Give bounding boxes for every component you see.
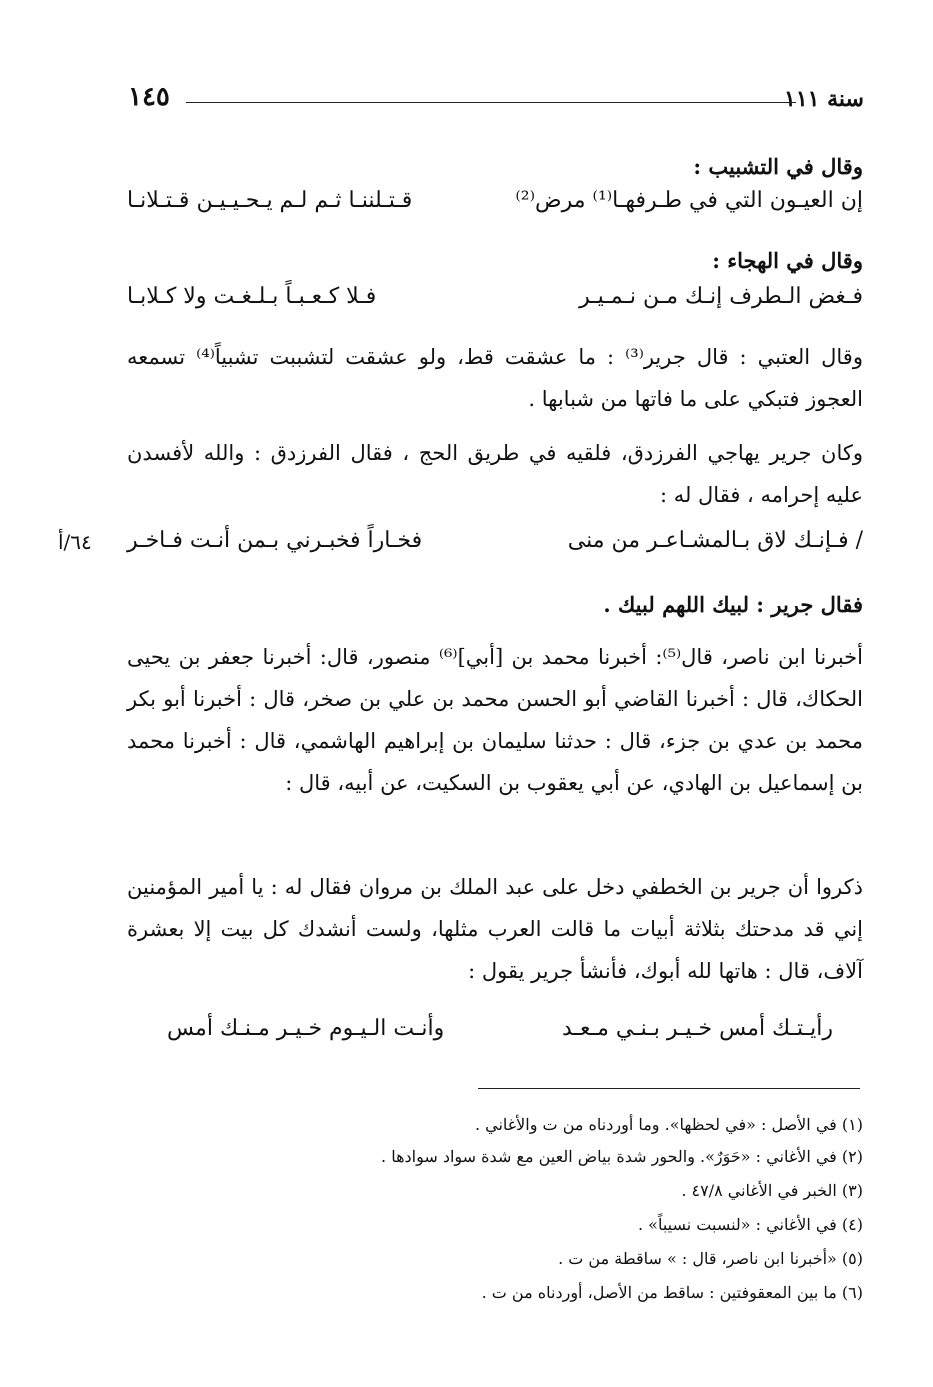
verse-3 <box>127 528 863 572</box>
verse-1-second-hemistich: قـتـلننـا ثـم لـم يـحـيـيـن قـتـلانـا <box>127 188 413 213</box>
manuscript-folio-ref: ٦٤/أ <box>58 530 92 554</box>
verse-3-first-hemistich: / فـإنـك لاق بـالمشـاعـر من منى <box>567 528 863 553</box>
verse-2-first-hemistich: فـغض الـطرف إنـك مـن نـمـيـر <box>579 284 863 309</box>
verse-3-second-hemistich: فخـاراً فخبـرني بـمن أنـت فـاخـر <box>127 528 423 553</box>
footnote-3: (٣) الخبر في الأغاني ٤٧/٨ . <box>681 1181 863 1200</box>
footnote-2: (٢) في الأغاني : «حَوَرٌ». والحور شدة بياض العين مع شدة سواد سوادها . <box>381 1147 863 1166</box>
footnote-1: (١) في الأصل : «في لحظها». وما أوردناه من ت والأغاني . <box>474 1115 863 1134</box>
page-header <box>128 78 864 118</box>
verse-1-first-hemistich: إن العيـون التي في طـرفهـا⁽¹⁾ مرض⁽²⁾ <box>515 188 863 213</box>
page-number: ١٤٥ <box>128 82 170 112</box>
running-head-year: سنة ١١١ <box>784 86 864 112</box>
header-rule <box>186 102 796 103</box>
intro-hija: وقال في الهجاء : <box>712 248 863 273</box>
footnote-4: (٤) في الأغاني : «لنسبت نسيباً» . <box>637 1215 863 1234</box>
footnote-6: (٦) ما بين المعقوفتين : ساقط من الأصل، أوردناه من ت . <box>481 1283 863 1302</box>
footnote-5: (٥) «أخبرنا ابن ناصر، قال : » ساقطة من ت . <box>558 1249 863 1268</box>
footnote-separator <box>478 1088 860 1089</box>
verse-4-first-hemistich: رأيـتـك أمس خـيـر بـنـي مـعـد <box>562 1016 833 1041</box>
verse-1 <box>127 188 863 232</box>
paragraph-labbayk: فقال جرير : لبيك اللهم لبيك . <box>603 592 863 617</box>
paragraph-abdulmalik: ذكروا أن جرير بن الخطفي دخل على عبد الملك بن مروان فقال له : يا أمير المؤمنين إني قد مدحتك بثلاثة أبيات ما قالت العرب مثلها، ولست أنشدك كل بيت إلا بعشرة آلاف، قال : هاتها لله أبوك، فأنشأ جرير يقول : <box>127 875 863 983</box>
paragraph-utbi: وقال العتبي : قال جرير⁽³⁾ : ما عشقت قط، ولو عشقت لتشببت تشبياً⁽⁴⁾ تسمعه العجوز فتبكي على ما فاتها من شبابها . <box>127 345 863 411</box>
paragraph-isnad: أخبرنا ابن ناصر، قال⁽⁵⁾: أخبرنا محمد بن [أبي]⁽⁶⁾ منصور، قال: أخبرنا جعفر بن يحيى الحكاك، قال : أخبرنا القاضي أبو الحسن محمد بن علي بن صخر، قال : أخبرنا أبو بكر محمد بن عدي بن جزء، قال : حدثنا سليمان بن إبراهيم الهاشمي، قال : أخبرنا محمد بن إسماعيل بن الهادي، عن أبي يعقوب بن السكيت، عن أبيه، قال : <box>127 645 863 795</box>
paragraph-farazdaq: وكان جرير يهاجي الفرزدق، فلقيه في طريق الحج ، فقال الفرزدق : والله لأفسدن عليه إحرامه ، فقال له : <box>127 441 863 507</box>
verse-2-second-hemistich: فـلا كـعـبـاً بـلـغـت ولا كـلابـا <box>127 284 377 309</box>
verse-4 <box>127 1016 863 1060</box>
intro-tashbib: وقال في التشبيب : <box>693 154 863 179</box>
verse-4-second-hemistich: وأنـت الـيـوم خـيـر مـنـك أمس <box>167 1016 445 1041</box>
verse-2 <box>127 284 863 328</box>
